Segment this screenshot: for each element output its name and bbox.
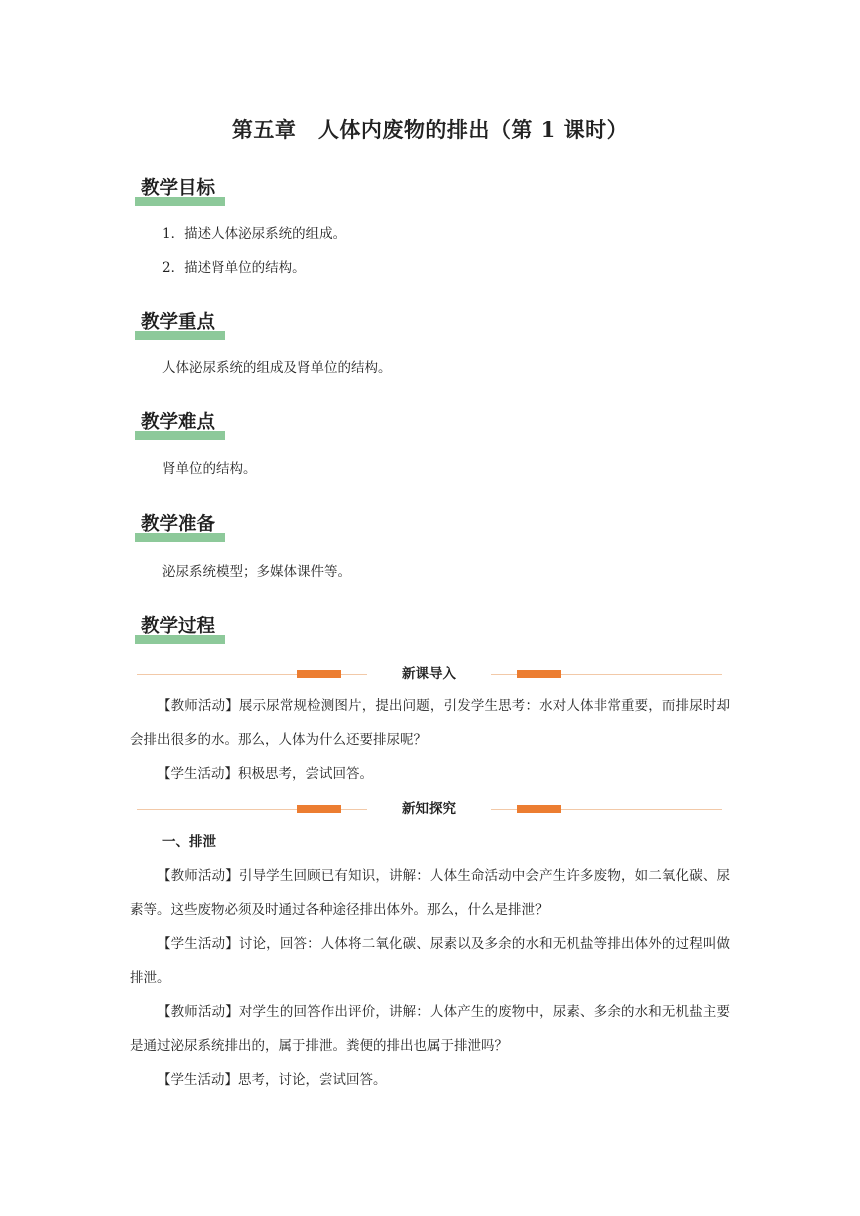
- section-heading-text: 教学过程: [141, 616, 216, 637]
- divider-label: 新知探究: [367, 799, 491, 819]
- preparation-text: 泌尿系统模型；多媒体课件等。: [162, 564, 351, 580]
- divider-label: 新课导入: [367, 664, 491, 684]
- explore-student-paragraph-1: 【学生活动】讨论，回答：人体将二氧化碳、尿素以及多余的水和无机盐等排出体外的过程叫做排泄。: [130, 936, 730, 986]
- section-heading-preparation: [135, 512, 215, 542]
- section-heading-text: 教学准备: [141, 514, 216, 535]
- subsection-heading-excretion: 一、排泄: [162, 834, 216, 850]
- explore-teacher-paragraph-2: 【教师活动】对学生的回答作出评价，讲解：人体产生的废物中，尿素、多余的水和无机盐主要是通过泌尿系统排出的，属于排泄。粪便的排出也属于排泄吗？: [130, 1004, 730, 1054]
- explore-teacher-paragraph-1: 【教师活动】引导学生回顾已有知识，讲解：人体生命活动中会产生许多废物，如二氧化碳、尿素等。这些废物必须及时通过各种途径排出体外。那么，什么是排泄？: [130, 868, 730, 918]
- key-points-text: 人体泌尿系统的组成及肾单位的结构。: [162, 360, 392, 376]
- section-heading-text: 教学重点: [141, 312, 216, 333]
- section-heading-key-points: [135, 310, 215, 340]
- goal-item-2: 2．描述肾单位的结构。: [162, 260, 306, 276]
- difficulties-text: 肾单位的结构。: [162, 461, 257, 477]
- section-heading-goals: [135, 176, 215, 206]
- intro-teacher-paragraph: 【教师活动】展示尿常规检测图片，提出问题，引发学生思考：水对人体非常重要，而排尿时却会排出很多的水。那么，人体为什么还要排尿呢？: [130, 698, 730, 748]
- intro-student-paragraph: 【学生活动】积极思考，尝试回答。: [157, 766, 373, 782]
- divider-intro: [137, 664, 722, 684]
- divider-explore: [137, 799, 722, 819]
- divider-left-block: [297, 805, 341, 813]
- goal-item-1: 1．描述人体泌尿系统的组成。: [162, 226, 347, 242]
- divider-right-block: [517, 670, 561, 678]
- section-heading-text: 教学目标: [141, 178, 216, 199]
- section-heading-difficulties: [135, 410, 215, 440]
- section-heading-text: 教学难点: [141, 412, 216, 433]
- divider-left-block: [297, 670, 341, 678]
- explore-student-paragraph-2: 【学生活动】思考，讨论，尝试回答。: [157, 1072, 387, 1088]
- section-heading-process: [135, 614, 215, 644]
- document-title: 第五章 人体内废物的排出（第 1 课时）: [231, 117, 629, 142]
- divider-right-block: [517, 805, 561, 813]
